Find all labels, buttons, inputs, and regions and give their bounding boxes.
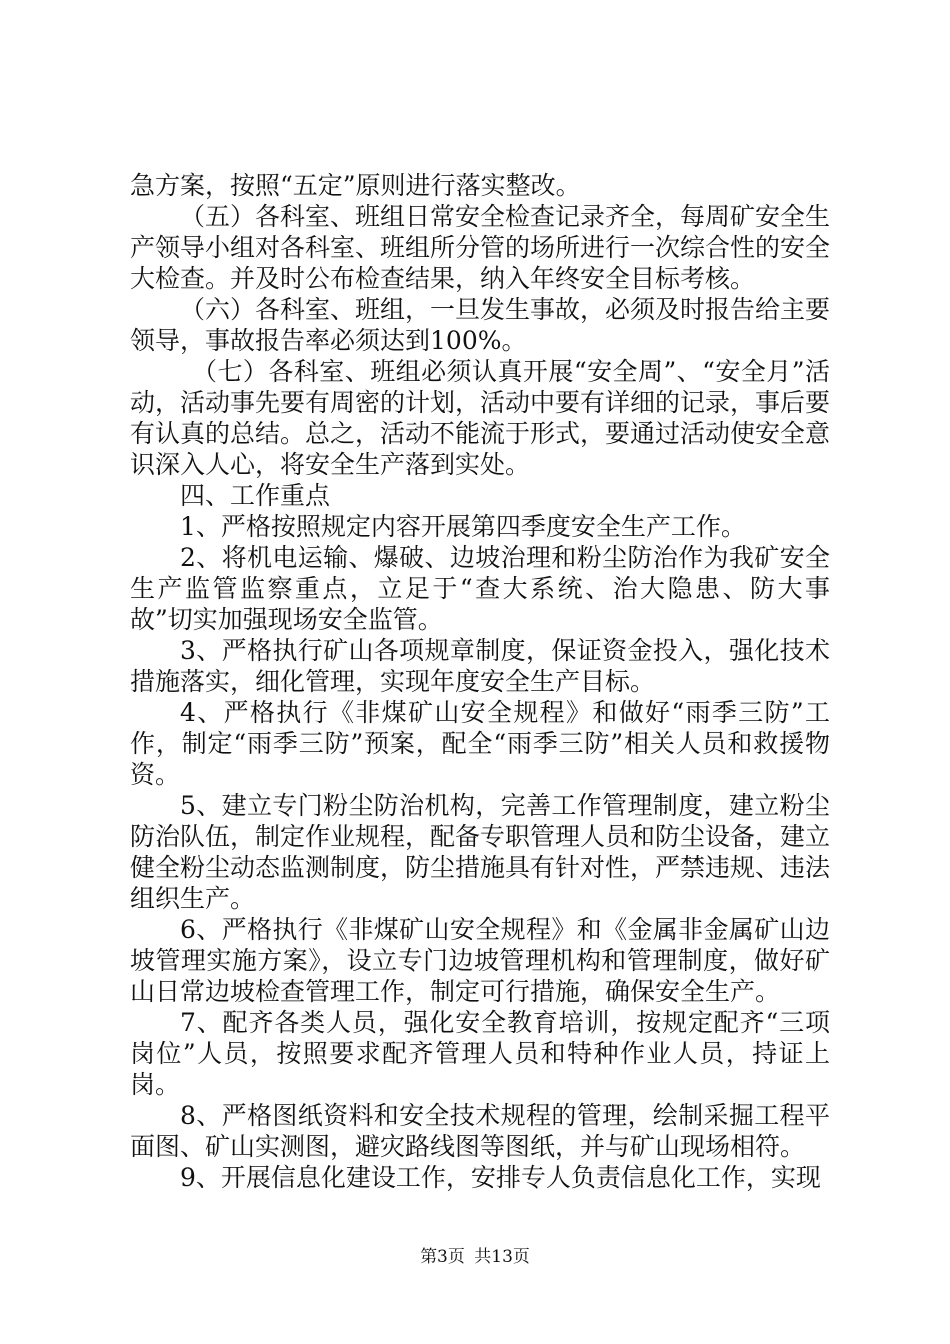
paragraph: 9、开展信息化建设工作，安排专人负责信息化工作，实现 bbox=[180, 1163, 821, 1192]
paragraph: （七）各科室、班组必须认真开展“安全周”、“安全月”活动，活动事先要有周密的计划，活动中要有详细的记录，事后要有认真的总结。总之，活动不能流于形式，要通过活动使安全意识深入人心，将安全生产落到实处。 bbox=[130, 357, 831, 479]
paragraph: （六）各科室、班组，一旦发生事故，必须及时报告给主要领导，事故报告率必须达到100%。 bbox=[130, 295, 831, 355]
paragraph: 7、配齐各类人员，强化安全教育培训，按规定配齐“三项岗位”人员，按照要求配齐管理人员和特种作业人员，持证上岗。 bbox=[130, 1008, 830, 1099]
paragraph: （五）各科室、班组日常安全检查记录齐全，每周矿安全生产领导小组对各科室、班组所分管的场所进行一次综合性的安全大检查。并及时公布检查结果，纳入年终安全目标考核。 bbox=[130, 202, 831, 293]
document-body bbox=[130, 170, 830, 1193]
paragraph: 5、建立专门粉尘防治机构，完善工作管理制度，建立粉尘防治队伍，制定作业规程，配备专职管理人员和防尘设备，建立健全粉尘动态监测制度，防尘措施具有针对性，严禁违规、违法组织生产。 bbox=[130, 791, 831, 913]
paragraph: 4、严格执行《非煤矿山安全规程》和做好“雨季三防”工作，制定“雨季三防”预案，配全“雨季三防”相关人员和救援物资。 bbox=[130, 698, 830, 789]
page-number: 第3页 bbox=[420, 1247, 465, 1267]
paragraph: 8、严格图纸资料和安全技术规程的管理，绘制采掘工程平面图、矿山实测图，避灾路线图等图纸，并与矿山现场相符。 bbox=[130, 1101, 830, 1161]
section-heading: 四、工作重点 bbox=[180, 481, 331, 510]
page-total: 共13页 bbox=[474, 1247, 530, 1267]
paragraph: 3、严格执行矿山各项规章制度，保证资金投入，强化技术措施落实，细化管理，实现年度安全生产目标。 bbox=[130, 636, 830, 696]
page-footer bbox=[0, 1242, 950, 1267]
paragraph: 6、严格执行《非煤矿山安全规程》和《金属非金属矿山边坡管理实施方案》，设立专门边坡管理机构和管理制度，做好矿山日常边坡检查管理工作，制定可行措施，确保安全生产。 bbox=[130, 915, 830, 1006]
paragraph: 急方案，按照“五定”原则进行落实整改。 bbox=[130, 171, 581, 200]
paragraph: 1、严格按照规定内容开展第四季度安全生产工作。 bbox=[180, 512, 746, 541]
paragraph: 2、将机电运输、爆破、边坡治理和粉尘防治作为我矿安全生产监管监察重点，立足于“查大系统、治大隐患、防大事故”切实加强现场安全监管。 bbox=[130, 543, 830, 634]
